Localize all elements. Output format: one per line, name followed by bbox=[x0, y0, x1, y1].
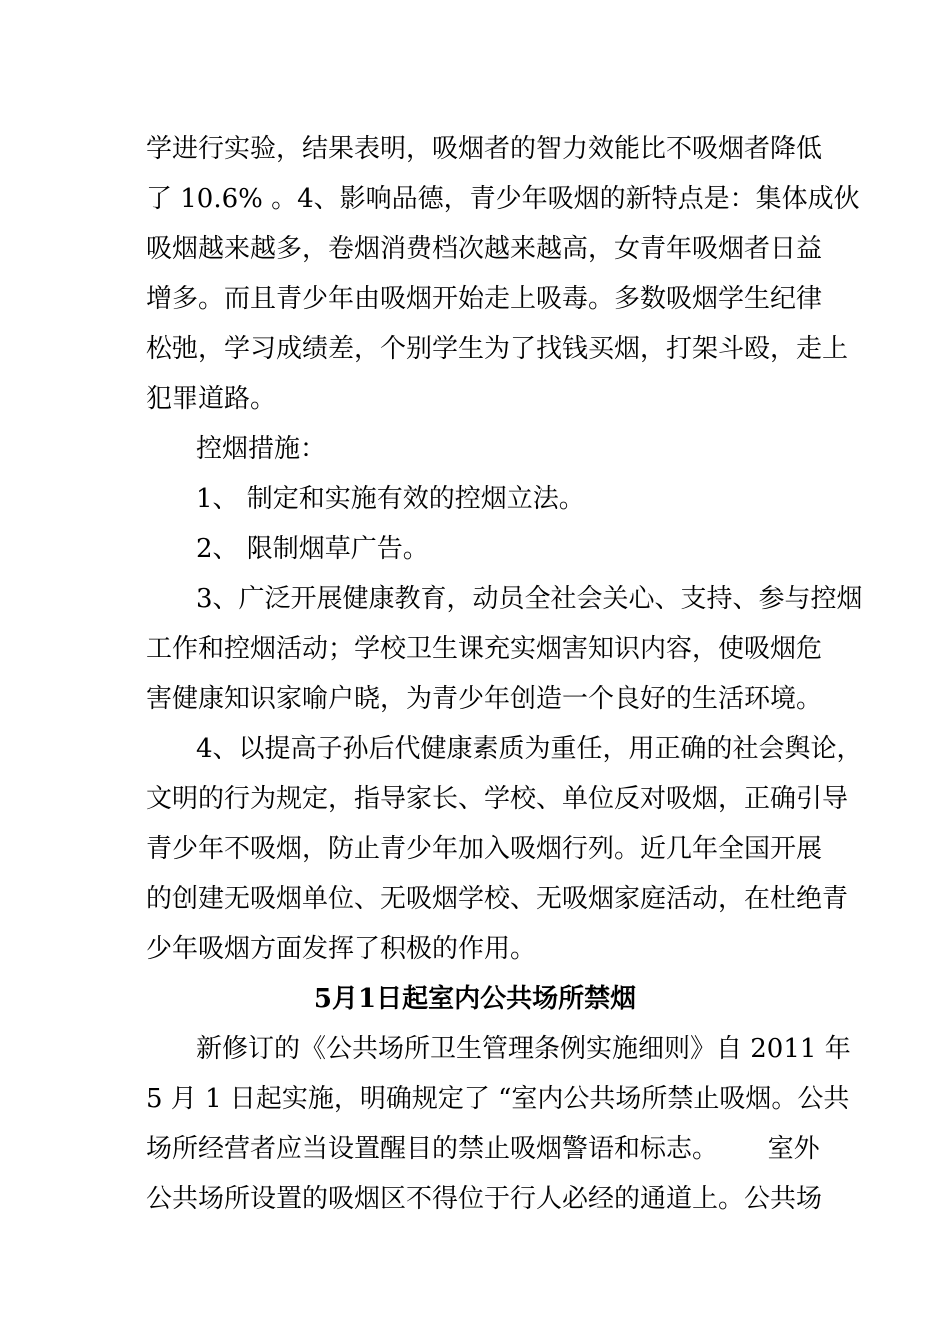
text-line: 的创建无吸烟单位、无吸烟学校、无吸烟家庭活动，在杜绝青 bbox=[146, 884, 849, 914]
text-line: 少年吸烟方面发挥了积极的作用。 bbox=[146, 934, 537, 964]
section-heading: 5月1日起室内公共场所禁烟 bbox=[313, 984, 637, 1014]
text-line: 吸烟越来越多，卷烟消费档次越来越高，女青年吸烟者日益 bbox=[146, 234, 823, 264]
text-line: 5 月 1 日起实施，明确规定了 “室内公共场所禁止吸烟。公共 bbox=[146, 1084, 850, 1114]
text-line: 公共场所设置的吸烟区不得位于行人必经的通道上。公共场 bbox=[146, 1184, 823, 1214]
text-line: 青少年不吸烟，防止青少年加入吸烟行列。近几年全国开展 bbox=[146, 834, 823, 864]
text-line: 松弛，学习成绩差，个别学生为了找钱买烟，打架斗殴，走上 bbox=[146, 334, 849, 364]
text-line: 害健康知识家喻户晓，为青少年创造一个良好的生活环境。 bbox=[146, 684, 823, 714]
list-item: 1、 制定和实施有效的控烟立法。 bbox=[196, 484, 585, 514]
text-line: 犯罪道路。 bbox=[146, 384, 277, 414]
text-line: 工作和控烟活动；学校卫生课充实烟害知识内容，使吸烟危 bbox=[146, 634, 823, 664]
list-item: 4、以提高子孙后代健康素质为重任，用正确的社会舆论， bbox=[196, 734, 863, 764]
text-line: 文明的行为规定，指导家长、学校、单位反对吸烟，正确引导 bbox=[146, 784, 849, 814]
list-item: 3、广泛开展健康教育，动员全社会关心、支持、参与控烟 bbox=[196, 584, 863, 614]
section-label: 控烟措施： bbox=[196, 434, 327, 464]
text-line: 新修订的《公共场所卫生管理条例实施细则》自 2011 年 bbox=[196, 1034, 851, 1064]
text-line: 场所经营者应当设置醒目的禁止吸烟警语和标志。 室外 bbox=[146, 1134, 820, 1164]
text-line: 学进行实验，结果表明，吸烟者的智力效能比不吸烟者降低 bbox=[146, 134, 823, 164]
text-line: 增多。而且青少年由吸烟开始走上吸毒。多数吸烟学生纪律 bbox=[146, 284, 823, 314]
text-line: 了 10.6% 。4、影响品德，青少年吸烟的新特点是：集体成伙 bbox=[146, 184, 860, 214]
list-item: 2、 限制烟草广告。 bbox=[196, 534, 429, 564]
